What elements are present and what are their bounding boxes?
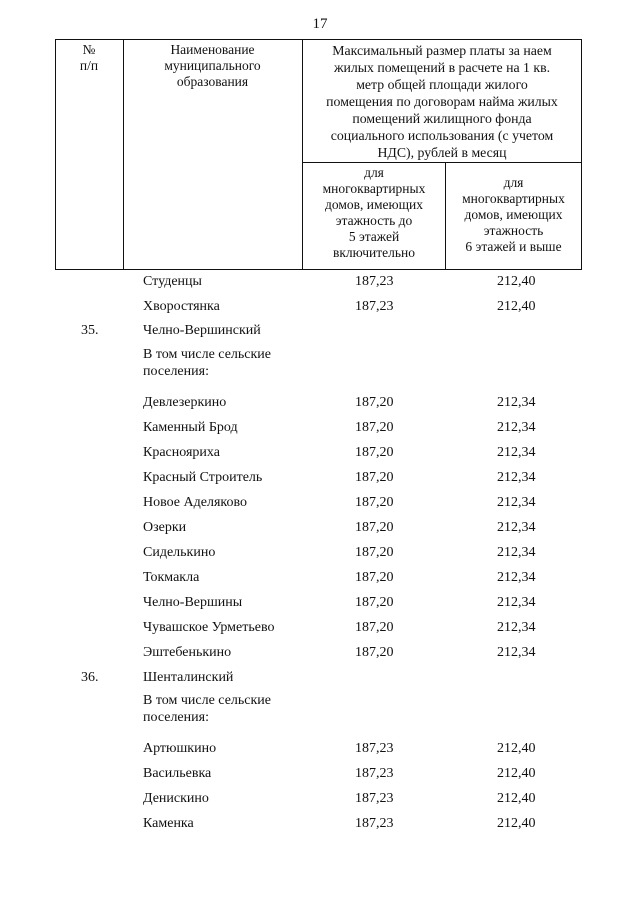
header-col-number: № п/п xyxy=(79,42,99,73)
table-row: Хворостянка 187,23 212,40 xyxy=(143,299,536,314)
header-right-border xyxy=(581,39,582,270)
fee-up-to-5-floors: 187,20 xyxy=(355,445,394,460)
table-row xyxy=(0,814,640,834)
fee-6-floors-and-above: 212,40 xyxy=(497,791,536,806)
settlement-name: Девлезеркино xyxy=(143,395,227,410)
table-row xyxy=(0,493,640,513)
fee-up-to-5-floors: 187,20 xyxy=(355,545,394,560)
fee-up-to-5-floors: 187,23 xyxy=(355,816,394,831)
table-header xyxy=(55,39,582,270)
header-col-name: Наименование муниципального образования xyxy=(164,42,261,89)
fee-up-to-5-floors: 187,20 xyxy=(355,645,394,660)
fee-up-to-5-floors: 187,20 xyxy=(355,520,394,535)
section-heading-36: 36. Шенталинский xyxy=(81,670,234,685)
header-col-max-fee: Максимальный размер платы за наем жилых помещений в расчете на 1 кв. метр общей площади жилого помещения по договорам найма жилых помещений жилищного фонда социального использования (с учетом НДС), рублей в месяц xyxy=(326,43,558,160)
table-row xyxy=(0,593,640,613)
fee-up-to-5-floors: 187,20 xyxy=(355,420,394,435)
section-subtitle-36: В том числе сельские поселения: xyxy=(143,693,272,725)
table-row xyxy=(0,543,640,563)
table-row xyxy=(0,739,640,759)
header-sub-border xyxy=(302,162,582,163)
fee-6-floors-and-above: 212,40 xyxy=(497,816,536,831)
section-subtitle-35: В том числе сельские поселения: xyxy=(143,347,272,379)
fee-up-to-5-floors: 187,20 xyxy=(355,495,394,510)
settlement-name: Каменка xyxy=(143,816,194,831)
table-row xyxy=(0,418,640,438)
settlement-name: Артюшкино xyxy=(143,741,217,756)
fee-6-floors-and-above: 212,34 xyxy=(497,570,536,585)
header-top-border xyxy=(55,39,582,40)
table-row xyxy=(0,618,640,638)
settlement-name: Каменный Брод xyxy=(143,420,238,435)
table-row xyxy=(0,468,640,488)
fee-6-floors-and-above: 212,40 xyxy=(497,766,536,781)
fee-6-floors-and-above: 212,34 xyxy=(497,545,536,560)
table-row: Студенцы 187,23 212,40 xyxy=(143,274,536,289)
fee-up-to-5-floors: 187,20 xyxy=(355,470,394,485)
settlement-name: Сиделькино xyxy=(143,545,216,560)
table-row xyxy=(0,518,640,538)
fee-up-to-5-floors: 187,20 xyxy=(355,570,394,585)
fee-up-to-5-floors: 187,23 xyxy=(355,766,394,781)
settlement-name: Челно-Вершины xyxy=(143,595,243,610)
settlement-name: Озерки xyxy=(143,520,187,535)
settlement-name: Токмакла xyxy=(143,570,200,585)
table-row xyxy=(0,764,640,784)
fee-6-floors-and-above: 212,34 xyxy=(497,645,536,660)
fee-up-to-5-floors: 187,20 xyxy=(355,595,394,610)
fee-up-to-5-floors: 187,23 xyxy=(355,791,394,806)
fee-6-floors-and-above: 212,34 xyxy=(497,520,536,535)
fee-6-floors-and-above: 212,34 xyxy=(497,445,536,460)
header-col-up-to-5-floors: для многоквартирных домов, имеющих этажность до 5 этажей включительно xyxy=(322,165,426,260)
header-col-6-floors-and-above: для многоквартирных домов, имеющих этажность 6 этажей и выше xyxy=(462,175,565,254)
settlement-name: Новое Аделяково xyxy=(143,495,247,510)
fee-6-floors-and-above: 212,34 xyxy=(497,620,536,635)
table-row xyxy=(0,643,640,663)
fee-up-to-5-floors: 187,20 xyxy=(355,620,394,635)
table-row xyxy=(0,393,640,413)
header-bottom-border xyxy=(55,269,582,270)
fee-6-floors-and-above: 212,34 xyxy=(497,470,536,485)
fee-6-floors-and-above: 212,40 xyxy=(497,741,536,756)
table-row xyxy=(0,443,640,463)
table-row xyxy=(0,568,640,588)
settlement-name: Эштебенькино xyxy=(143,645,232,660)
fee-up-to-5-floors: 187,23 xyxy=(355,741,394,756)
settlement-name: Краснояриха xyxy=(143,445,220,460)
fee-up-to-5-floors: 187,20 xyxy=(355,395,394,410)
table-row xyxy=(0,789,640,809)
fee-6-floors-and-above: 212,34 xyxy=(497,495,536,510)
settlement-name: Чувашское Урметьево xyxy=(143,620,275,635)
section-heading-35: 35. Челно-Вершинский xyxy=(81,323,261,338)
settlement-name: Красный Строитель xyxy=(143,470,263,485)
settlement-name: Денискино xyxy=(143,791,209,806)
fee-6-floors-and-above: 212,34 xyxy=(497,420,536,435)
settlement-name: Васильевка xyxy=(143,766,212,781)
fee-6-floors-and-above: 212,34 xyxy=(497,395,536,410)
page-number: 17 xyxy=(312,16,328,32)
fee-6-floors-and-above: 212,34 xyxy=(497,595,536,610)
